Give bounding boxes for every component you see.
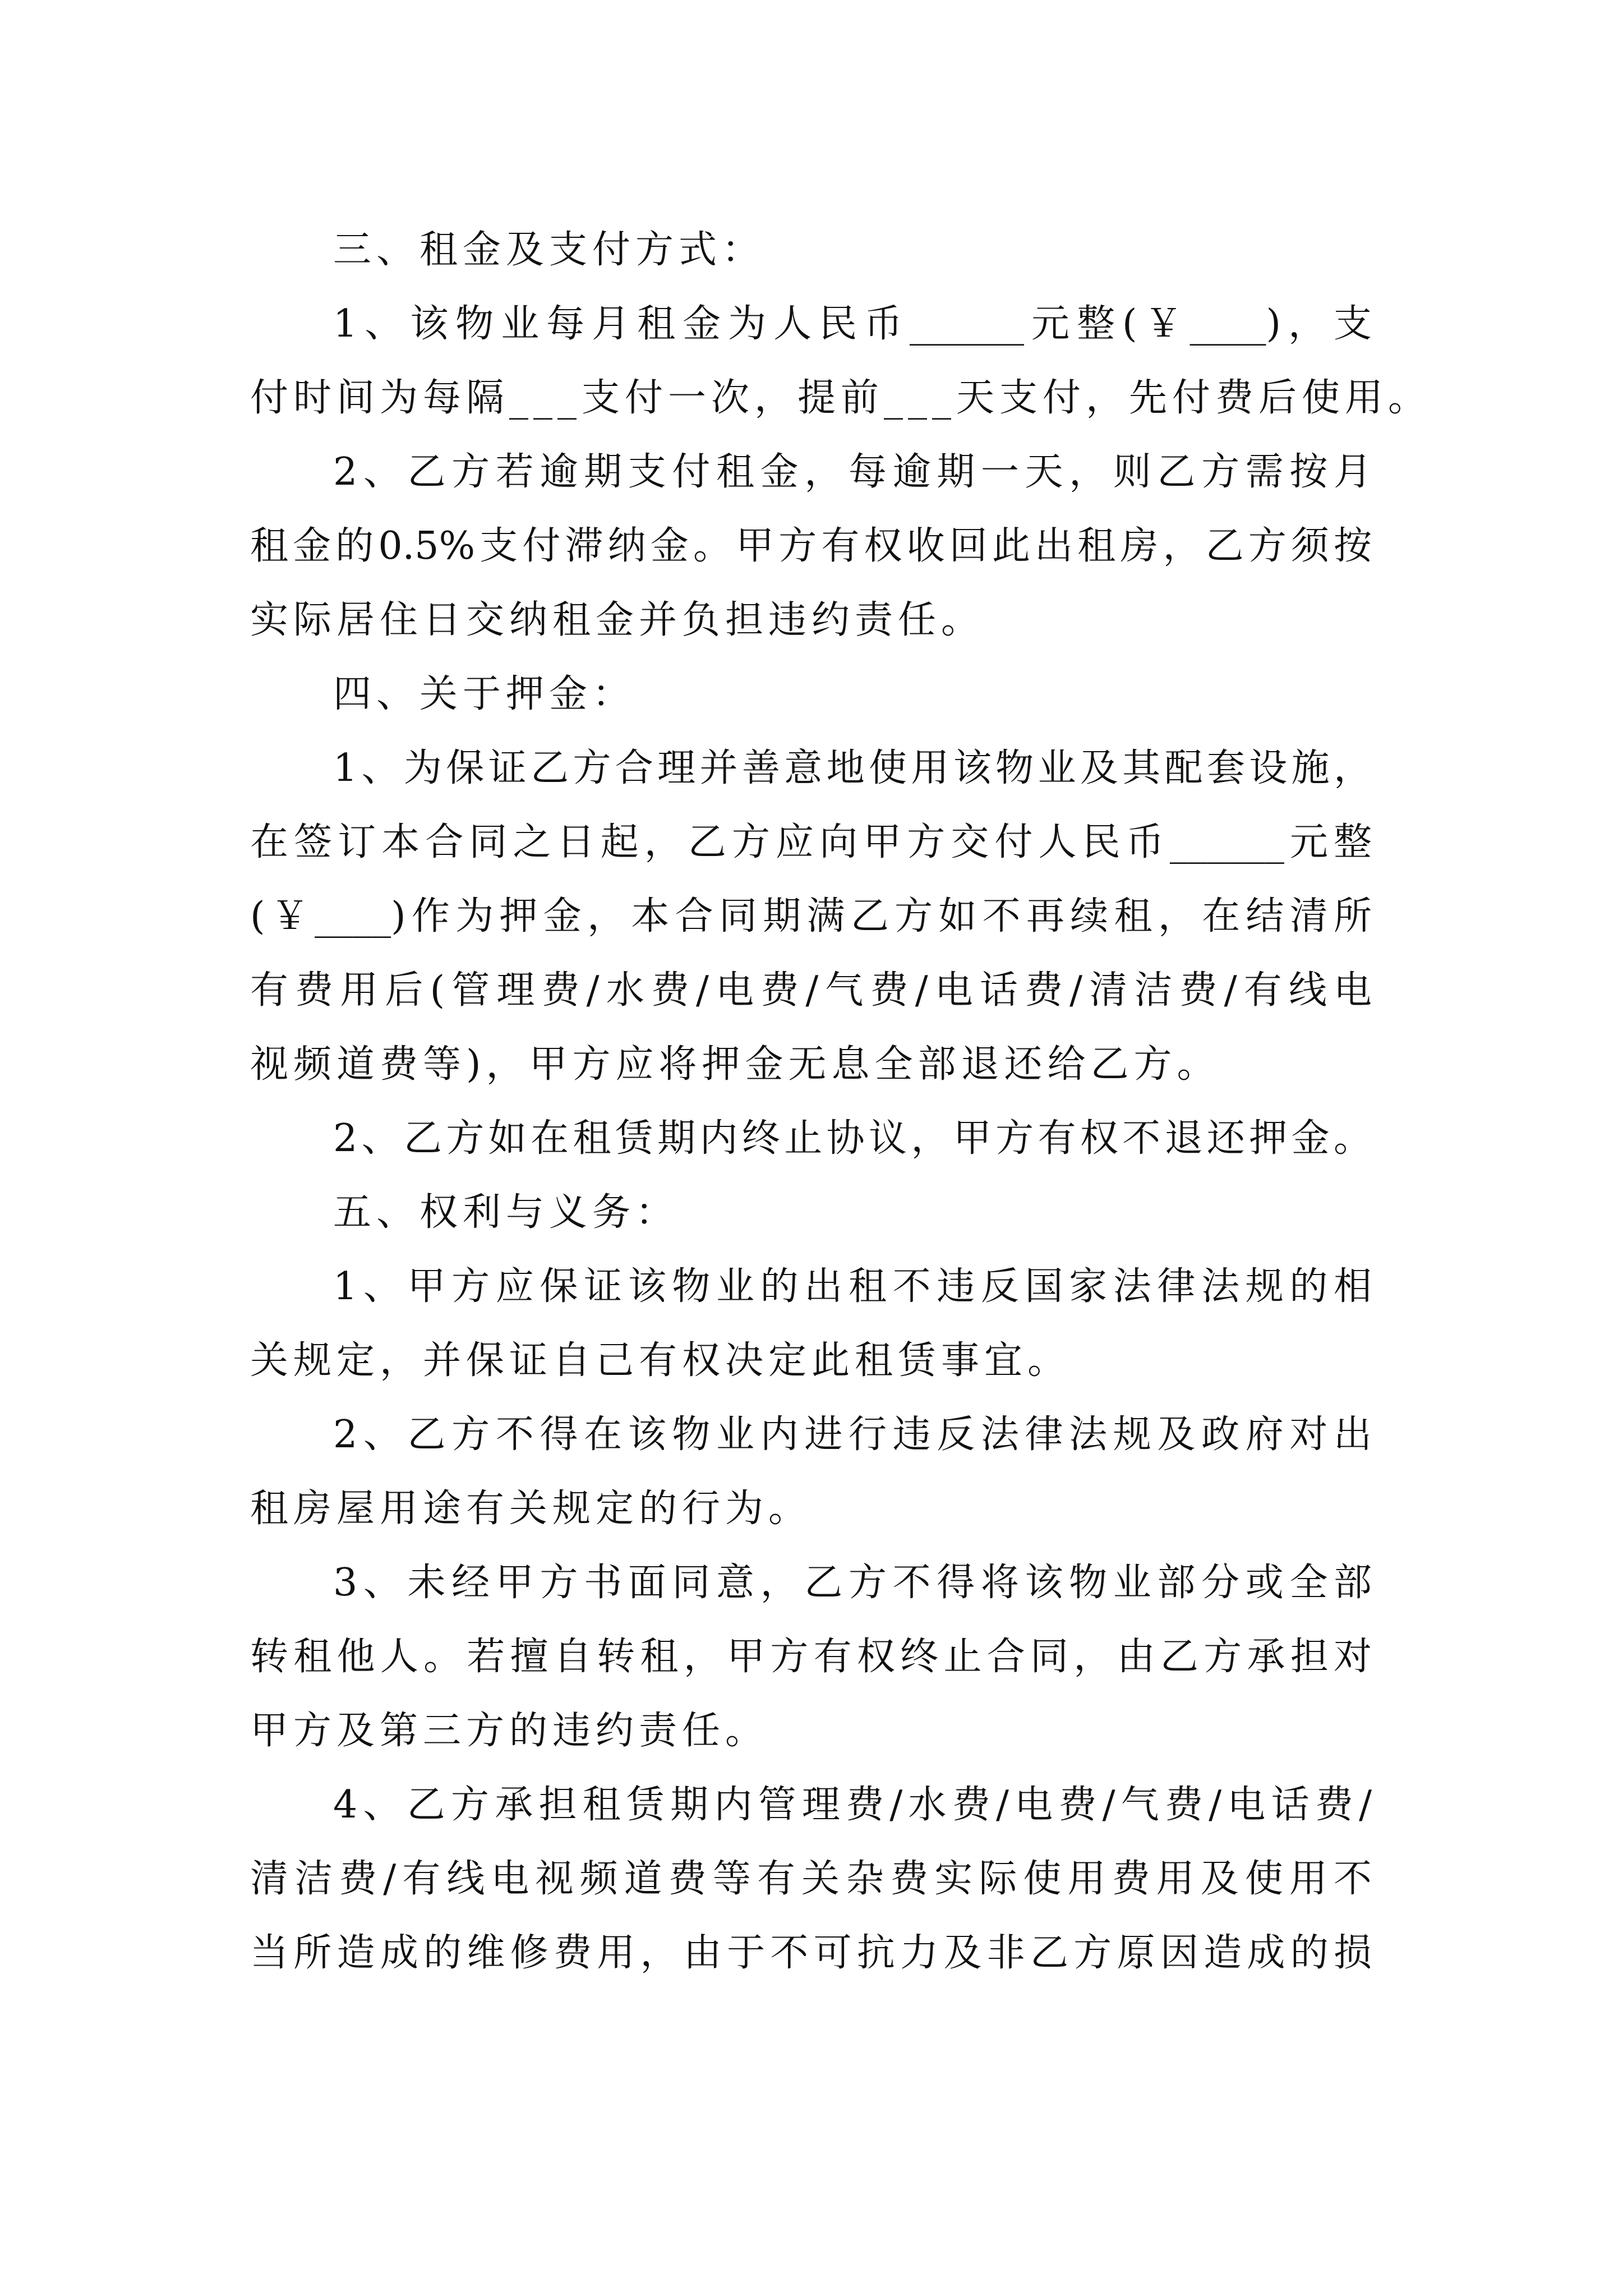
paragraph-line: 付时间为每隔___支付一次，提前___天支付，先付费后使用。: [250, 376, 1432, 420]
paragraph-line: 1、为保证乙方合理并善意地使用该物业及其配套设施，: [333, 746, 1372, 790]
paragraph-line: 2、乙方若逾期支付租金，每逾期一天，则乙方需按月: [333, 450, 1372, 494]
paragraph-line: 租金的0.5%支付滞纳金。甲方有权收回此出租房，乙方须按: [250, 524, 1372, 568]
paragraph-line: 关规定，并保证自己有权决定此租赁事宜。: [250, 1338, 1071, 1383]
paragraph-line: 4、乙方承担租赁期内管理费/水费/电费/气费/电话费/: [333, 1783, 1372, 1827]
paragraph-line: 3、未经甲方书面同意，乙方不得将该物业部分或全部: [333, 1561, 1372, 1605]
section-heading-deposit: 四、关于押金：: [333, 672, 636, 716]
paragraph-line: 转租他人。若擅自转租，甲方有权终止合同，由乙方承担对: [250, 1635, 1372, 1679]
section-heading-rights: 五、权利与义务：: [333, 1190, 679, 1235]
paragraph-line: (￥____)作为押金，本合同期满乙方如不再续租，在结清所: [250, 894, 1372, 938]
paragraph-line: 甲方及第三方的违约责任。: [250, 1709, 769, 1753]
paragraph-line: 2、乙方不得在该物业内进行违反法律法规及政府对出: [333, 1412, 1372, 1457]
paragraph-line: 清洁费/有线电视频道费等有关杂费实际使用费用及使用不: [250, 1857, 1372, 1901]
paragraph-line: 1、甲方应保证该物业的出租不违反国家法律法规的相: [333, 1264, 1372, 1309]
document-body: [250, 213, 1432, 1990]
paragraph-line: 1、该物业每月租金为人民币______元整(￥____)，支: [333, 302, 1372, 346]
paragraph-line: 视频道费等)，甲方应将押金无息全部退还给乙方。: [250, 1042, 1220, 1087]
paragraph-line: 在签订本合同之日起，乙方应向甲方交付人民币______元整: [250, 820, 1372, 864]
paragraph-line: 有费用后(管理费/水费/电费/气费/电话费/清洁费/有线电: [250, 968, 1372, 1013]
paragraph-line: 2、乙方如在租赁期内终止协议，甲方有权不退还押金。: [333, 1116, 1372, 1161]
section-heading-rent: 三、租金及支付方式：: [333, 228, 766, 272]
paragraph-line: 实际居住日交纳租金并负担违约责任。: [250, 598, 985, 642]
paragraph-line: 当所造成的维修费用，由于不可抗力及非乙方原因造成的损: [250, 1931, 1372, 1975]
paragraph-line: 租房屋用途有关规定的行为。: [250, 1487, 812, 1531]
